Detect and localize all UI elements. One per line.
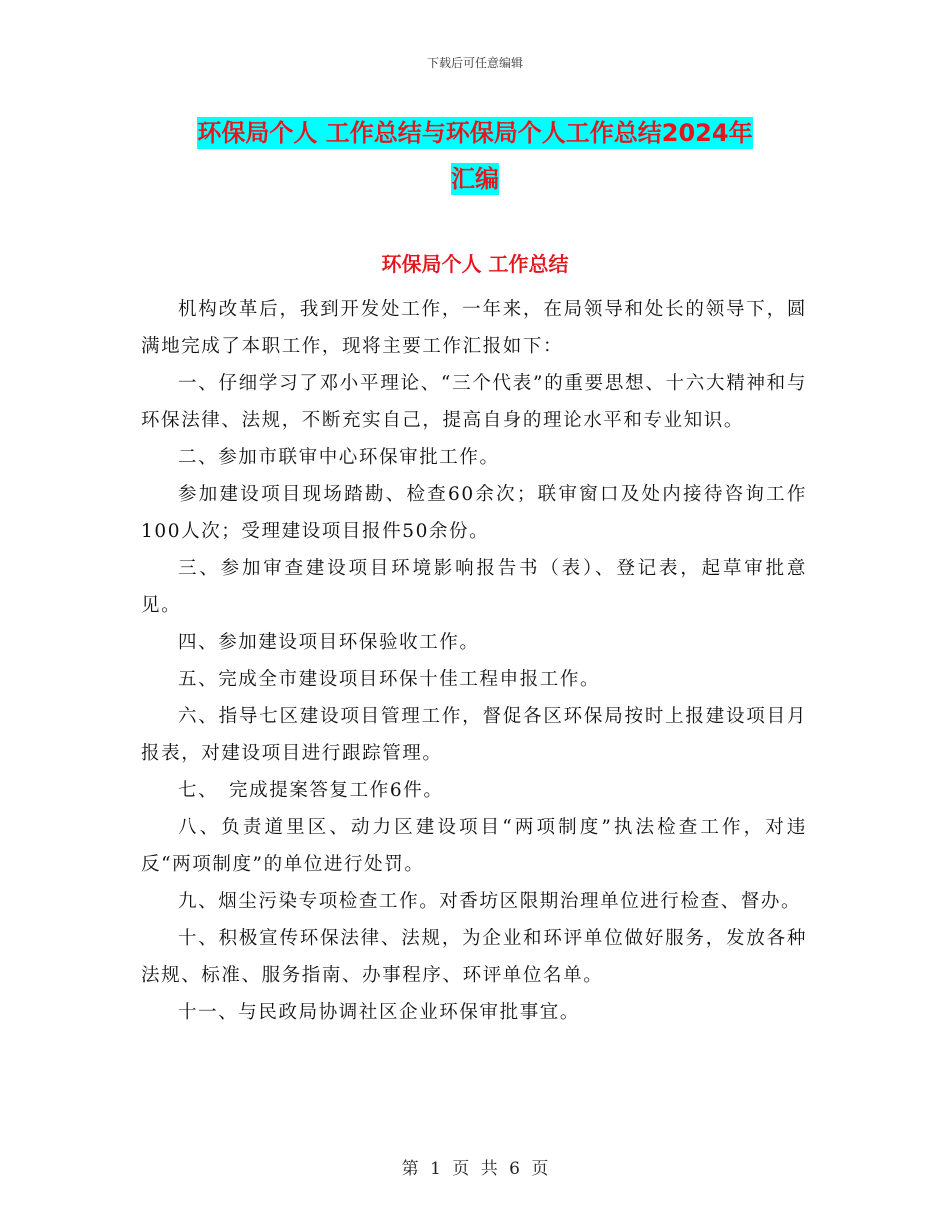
paragraph-item-2-detail: 参加建设项目现场踏勘、检查60余次；联审窗口及处内接待咨询工作100人次；受理建设项目报件50余份。 xyxy=(141,484,807,542)
paragraph-item-8: 八、负责道里区、动力区建设项目“两项制度”执法检查工作，对违反“两项制度”的单位进行处罚。 xyxy=(141,817,807,875)
document-title xyxy=(0,110,950,202)
paragraph-item-1: 一、仔细学习了邓小平理论、“三个代表”的重要思想、十六大精神和与环保法律、法规，不断充实自己，提高自身的理论水平和专业知识。 xyxy=(141,373,807,431)
paragraph-item-3: 三、参加审查建设项目环境影响报告书（表）、登记表，起草审批意见。 xyxy=(141,558,807,616)
paragraph-item-4: 四、参加建设项目环保验收工作。 xyxy=(178,632,480,653)
document-title-line-1: 环保局个人 工作总结与环保局个人工作总结2024年 xyxy=(197,119,753,147)
body-content xyxy=(141,291,807,1031)
paragraph-item-9: 九、烟尘污染专项检查工作。对香坊区限期治理单位进行检查、督办。 xyxy=(178,891,802,912)
paragraph-item-6: 六、指导七区建设项目管理工作，督促各区环保局按时上报建设项目月报表，对建设项目进行跟踪管理。 xyxy=(141,706,807,764)
paragraph-intro: 机构改革后，我到开发处工作，一年来，在局领导和处长的领导下，圆满地完成了本职工作，现将主要工作汇报如下： xyxy=(141,299,807,357)
header-note: 下载后可任意编辑 xyxy=(426,56,523,70)
paragraph-item-10: 十、积极宣传环保法律、法规，为企业和环评单位做好服务，发放各种法规、标准、服务指南、办事程序、环评单位名单。 xyxy=(141,928,807,986)
paragraph-item-7: 七、 完成提案答复工作6件。 xyxy=(178,780,444,801)
section-title: 环保局个人 工作总结 xyxy=(381,252,569,276)
paragraph-item-11: 十一、与民政局协调社区企业环保审批事宜。 xyxy=(178,1002,581,1023)
page-footer: 第 1 页 共 6 页 xyxy=(401,1159,549,1179)
paragraph-item-5: 五、完成全市建设项目环保十佳工程申报工作。 xyxy=(178,669,601,690)
paragraph-item-2: 二、参加市联审中心环保审批工作。 xyxy=(178,447,500,468)
document-title-line-2: 汇编 xyxy=(451,165,499,193)
